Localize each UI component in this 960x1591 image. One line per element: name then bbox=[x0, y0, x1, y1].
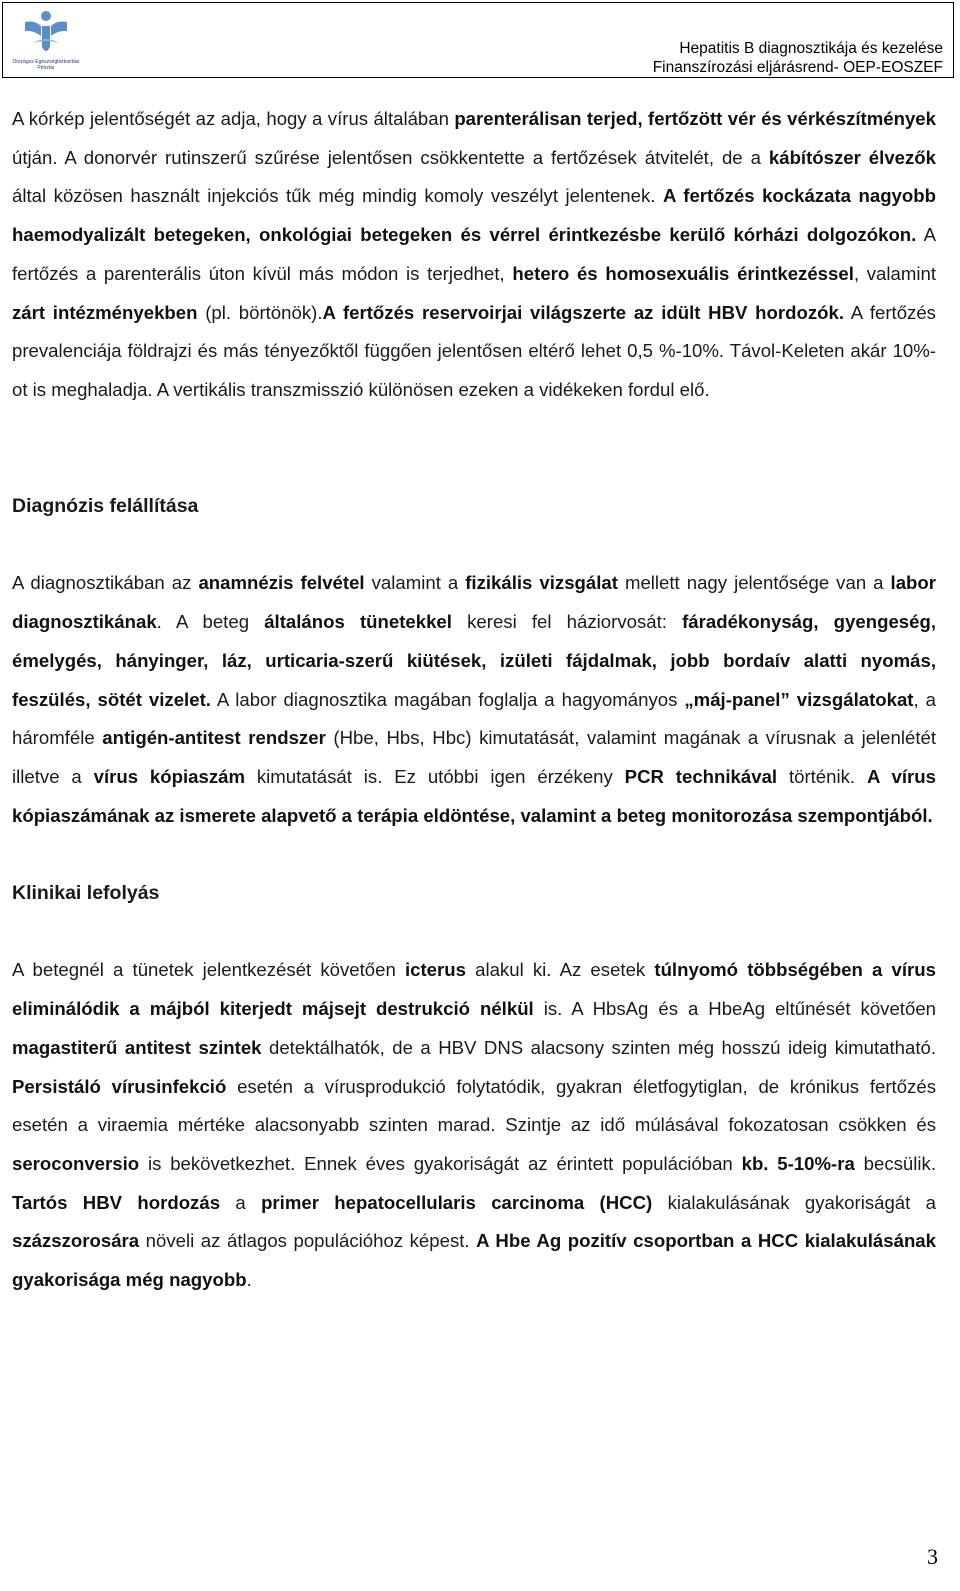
header-title-line1: Hepatitis B diagnosztikája és kezelése bbox=[679, 40, 943, 57]
text-run: mellett nagy jelentősége van a bbox=[617, 572, 891, 594]
emphasized-text: fáradékonyság, gyengeség, émelygés, hányinger, láz, urticaria-szerű kiütések, izületi fájdalmak, jobb bordaív alatti nyomás, feszülés, sötét vizelet. bbox=[12, 611, 936, 710]
section-heading-diagnosis: Diagnózis felállítása bbox=[12, 495, 199, 518]
text-run: A kórkép jelentőségét az adja, hogy a vírus általában bbox=[12, 108, 455, 129]
text-run: a bbox=[220, 1191, 262, 1213]
text-run: (pl. börtönök). bbox=[197, 301, 323, 323]
text-run: A fertőzés a parenterális úton kívül más módon is terjedhet, bbox=[12, 224, 936, 284]
text-run: útján. A donorvér rutinszerű szűrése jelentősen csökkentette a fertőzések átvitelét, de a bbox=[12, 146, 769, 168]
text-run: A fertőzés prevalenciája földrajzi és más tényezőktől függően jelentősen eltérő lehet 0,5 %-10%. Távol-Keleten akár 10%-ot is meghaladja. A vertikális transzmisszió különösen ezeken a vidékeken fordul elő. bbox=[12, 301, 936, 400]
text-run: esetén a vírusprodukció folytatódik, gyakran életfogytiglan, de krónikus fertőzés esetén a viraemia mértéke alacsonyabb szinten marad. Szintje az idő múlásával fokozatosan csökken és bbox=[12, 1075, 936, 1136]
text-run: A diagnosztikában az bbox=[12, 572, 199, 594]
text-run: alakul ki. Az esetek bbox=[465, 959, 655, 981]
text-run: keresi fel háziorvosát: bbox=[451, 611, 683, 633]
emphasized-text: „máj-panel” vizsgálatokat bbox=[684, 688, 914, 710]
logo-emblem-icon bbox=[11, 9, 81, 59]
paragraph-diagnosis bbox=[12, 564, 936, 835]
emphasized-text: antigén-antitest rendszer bbox=[102, 727, 326, 749]
text-run: történik. bbox=[777, 765, 867, 787]
paragraph-transmission bbox=[12, 100, 936, 410]
text-run: detektálhatók, de a HBV DNS alacsony szinten még hosszú ideig kimutatható. bbox=[261, 1036, 936, 1058]
emphasized-text: magastiterű antitest szintek bbox=[12, 1036, 262, 1058]
section-heading-clinical-course: Klinikai lefolyás bbox=[12, 882, 160, 905]
emphasized-text: labor diagnosztikának bbox=[12, 572, 936, 633]
emphasized-text: icterus bbox=[404, 959, 466, 981]
emphasized-text: kábítószer élvezők bbox=[768, 146, 936, 168]
header-title bbox=[653, 39, 943, 77]
text-run: is. A HbsAg és a HbeAg eltűnését követően bbox=[533, 998, 936, 1020]
emphasized-text: A fertőzés kockázata nagyobb haemodyalizált betegeken, onkológiai betegeken és vérrel érintkezésbe kerülő kórházi dolgozókon. bbox=[12, 185, 936, 246]
emphasized-text: általános tünetekkel bbox=[264, 611, 452, 633]
spacer bbox=[12, 835, 936, 874]
text-run: A labor diagnosztika magában foglalja a hagyományos bbox=[210, 688, 685, 710]
emphasized-text: primer hepatocellularis carcinoma (HCC) bbox=[261, 1191, 653, 1213]
emphasized-text: A vírus kópiaszámának az ismerete alapvető a terápia eldöntése, valamint a beteg monitorozása szempontjából. bbox=[12, 765, 936, 826]
text-run: is bekövetkezhet. Ennek éves gyakoriságát az érintett populációban bbox=[139, 1152, 742, 1174]
text-run: becsülik. bbox=[854, 1152, 936, 1174]
text-run: A betegnél a tünetek jelentkezését követően bbox=[12, 959, 405, 981]
text-run: . A beteg bbox=[156, 611, 265, 633]
emphasized-text: seroconversio bbox=[12, 1152, 140, 1174]
emphasized-text: A Hbe Ag pozitív csoportban a HCC kialakulásának gyakorisága még nagyobb bbox=[12, 1230, 936, 1291]
emphasized-text: túlnyomó többségében a vírus eliminálódik a májból kiterjedt májsejt destrukció nélkül bbox=[12, 959, 936, 1020]
page-header bbox=[2, 2, 954, 78]
emphasized-text: Tartós HBV hordozás bbox=[12, 1191, 221, 1213]
header-title-line2: Finanszírozási eljárásrend- OEP-EOSZEF bbox=[652, 59, 943, 76]
text-run: kimutatását is. Ez utóbbi igen érzékeny bbox=[245, 765, 625, 787]
emphasized-text: parenterálisan terjed, fertőzött vér és vérkészítmények bbox=[454, 108, 936, 129]
emphasized-text: hetero és homosexuális érintkezéssel bbox=[512, 262, 854, 284]
emphasized-text: fizikális vizsgálat bbox=[465, 572, 618, 594]
spacer bbox=[12, 526, 936, 565]
page-number: 3 bbox=[927, 1544, 938, 1569]
text-run: (Hbe, Hbs, Hbc) kimutatását, valamint magának a vírusnak a jelenlétét illetve a bbox=[12, 727, 936, 787]
spacer bbox=[12, 913, 936, 952]
emphasized-text: százszorosára bbox=[12, 1230, 140, 1252]
text-run: kialakulásának gyakoriságát a bbox=[652, 1191, 936, 1213]
text-run: , valamint bbox=[853, 262, 936, 284]
emphasized-text: zárt intézményekben bbox=[12, 301, 198, 323]
document-body bbox=[12, 100, 936, 1300]
emphasized-text: PCR technikával bbox=[624, 765, 778, 787]
text-run: valamint a bbox=[364, 572, 466, 594]
emphasized-text: Persistáló vírusinfekció bbox=[12, 1075, 227, 1097]
spacer bbox=[12, 410, 936, 487]
emphasized-text: A fertőzés reservoirjai világszerte az idült HBV hordozók. bbox=[322, 301, 845, 323]
paragraph-clinical-course bbox=[12, 951, 936, 1299]
emphasized-text: anamnézis felvétel bbox=[198, 572, 365, 594]
text-run: . bbox=[246, 1269, 252, 1291]
text-run: által közösen használt injekciós tűk még mindig komoly veszélyt jelentenek. bbox=[12, 185, 663, 207]
oep-logo bbox=[11, 9, 81, 71]
emphasized-text: kb. 5-10%-ra bbox=[741, 1152, 855, 1174]
text-run: növeli az átlagos populációhoz képest. bbox=[139, 1230, 477, 1252]
logo-text: Országos Egészségbiztosítási Pénztár bbox=[12, 59, 80, 71]
text-run: , a háromféle bbox=[12, 688, 936, 749]
emphasized-text: vírus kópiaszám bbox=[93, 765, 245, 787]
